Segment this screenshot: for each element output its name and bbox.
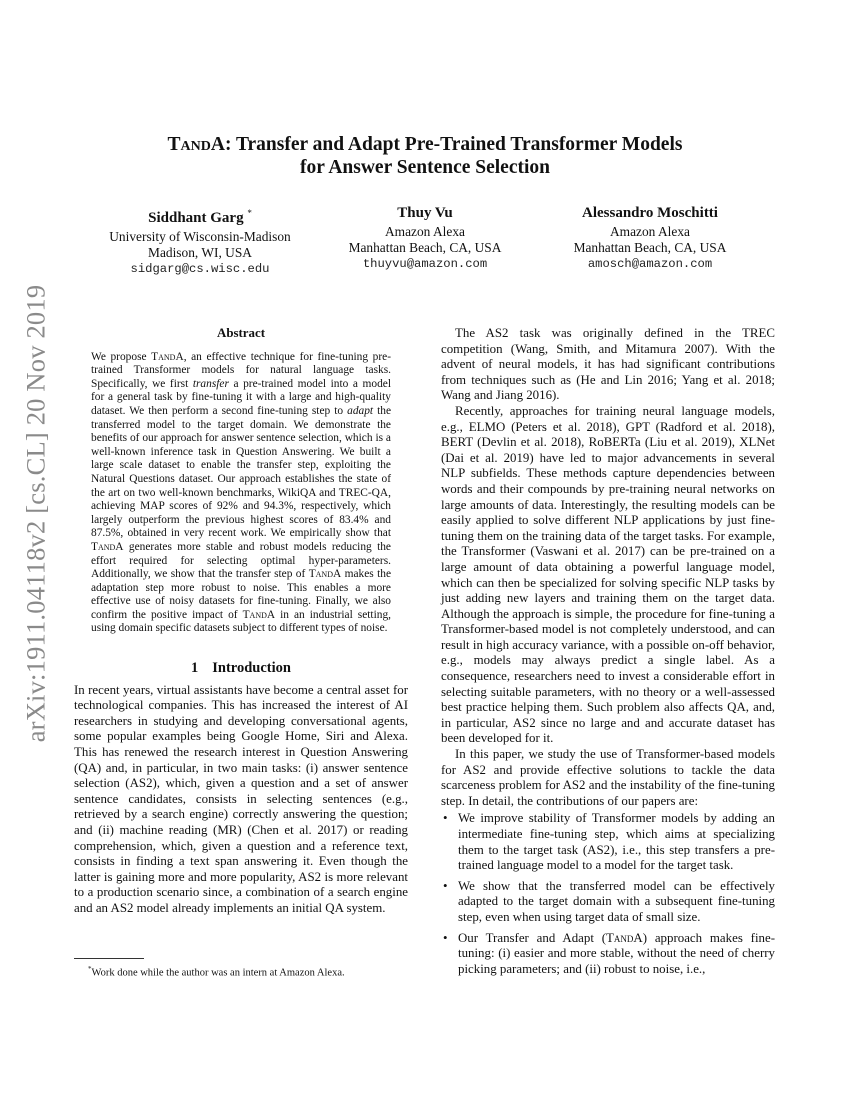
author-1 xyxy=(95,204,305,277)
left-column xyxy=(74,326,408,917)
footnote-mark: * xyxy=(247,208,252,218)
list-item: • We show that the transferred model can be effectively adapted to the target domain with a subsequent fine-tuning step, even when using target data of small size. xyxy=(443,878,775,924)
abstract-text: We propose TandA, an effective technique for fine-tuning pre-trained Transformer models for natural language tasks. Specifically, we first transfer a pre-trained model into a model for a general task by fine-tuning it with a large and high-quality dataset. We then perform a second fine-tuning step to adapt the transferred model to the target domain. We demonstrate the benefits of our approach for answer sentence selection, which is a well-known inference task in Question Answering. We built a large scale dataset to enable the transfer step, exploiting the Natural Questions dataset. Our approach establishes the state of the art on two well-known benchmarks, WikiQA and TREC-QA, achieving MAP scores of 92% and 94.3%, respectively, which largely outperform the previous highest scores of 83.4% and 87.5%, obtained in very recent work. We empirically show that TandA generates more stable and robust models reducing the effort required for selecting optimal hyper-parameters. Additionally, we show that the transfer step of TandA makes the adaptation step more robust to noise. This enables a more effective use of noisy datasets for fine-tuning. Finally, we also confirm the positive impact of TandA in an industrial setting, using domain specific datasets subject to different types of noise. xyxy=(91,350,392,635)
bullet-icon: • xyxy=(443,811,448,826)
paragraph-as2-task: The AS2 task was originally defined in the TREC competition (Wang, Smith, and Mitamura 2007). With the advent of neural models, it has had significant contributions from techniques such as (He and Lin 2016; Yang et al. 2018; Wang and Jiang 2016). xyxy=(441,326,775,403)
author-affiliation: Amazon Alexa xyxy=(385,224,465,239)
bullet-icon: • xyxy=(443,878,448,893)
contributions-list xyxy=(441,811,775,977)
title-method-name: TandA xyxy=(167,134,225,155)
author-name: Thuy Vu xyxy=(397,205,453,221)
author-name: Siddhant Garg * xyxy=(148,208,252,226)
author-2 xyxy=(320,204,530,272)
list-item: • We improve stability of Transformer models by adding an intermediate fine-tuning step, which aims at specializing them to the target task (AS2), i.e., this step transfers a pre-trained language model to a model for the target task. xyxy=(443,811,775,873)
paragraph-language-models: Recently, approaches for training neural language models, e.g., ELMO (Peters et al. 2018), GPT (Radford et al. 2018), BERT (Devlin et al. 2018), RoBERTa (Liu et al. 2019), XLNet (Dai et al. 2019) have led to major advancements in several NLP subfields. These methods capture dependencies between words and their compounds by pre-training neural networks on large amounts of data. Interestingly, the resulting models can be easily applied to solve different NLP applications by just fine-tuning them on the training data of the target tasks. For example, the Transformer (Vaswani et al. 2017) can be pre-trained on a large amount of data obtaining a powerful language model, which can then be specialized for solving specific NLP tasks by just adding new layers and training them on the target data. Although the approach is simple, the procedure for fine-tuning a Transformer-based model is not completely understood, and can result in high accuracy variance, with a possible on-off behavior, e.g., models may always predict a single label. As a consequence, researchers need to invest a considerable effort in selecting suitable parameters, with no theory or a well-assessed best practice helping them. Such problem also affects QA, and, in particular, AS2 since no large and and accurate dataset has been developed for it. xyxy=(441,403,775,746)
author-email[interactable]: amosch@amazon.com xyxy=(587,257,713,271)
section-number: 1 xyxy=(191,660,199,677)
author-location: Manhattan Beach, CA, USA xyxy=(348,240,502,255)
paragraph-contributions: In this paper, we study the use of Transformer-based models for AS2 and provide effective solutions to tackle the data scarceness problem for AS2 and the instability of the fine-tuning step. In detail, the contributions of our papers are: xyxy=(441,747,775,808)
title-line-2: for Answer Sentence Selection xyxy=(299,157,551,178)
title-line-1-rest: : Transfer and Adapt Pre-Trained Transformer Models xyxy=(224,134,683,155)
author-name: Alessandro Moschitti xyxy=(582,205,718,221)
author-email[interactable]: sidgarg@cs.wisc.edu xyxy=(130,262,270,276)
title-line-1 xyxy=(75,133,775,156)
author-affiliation: Amazon Alexa xyxy=(610,224,690,239)
list-item: • Our Transfer and Adapt (TandA) approach makes fine-tuning: (i) easier and more stable, without the need of cherry picking parameters; and (ii) robust to noise, i.e., xyxy=(443,930,775,976)
author-location: Manhattan Beach, CA, USA xyxy=(573,240,727,255)
section-title: Introduction xyxy=(212,660,291,677)
bullet-icon: • xyxy=(443,930,448,945)
introduction-paragraph: In recent years, virtual assistants have become a central asset for technological companies. This has increased the interest of AI researchers in studying and developing conversational agents, some popular examples being Google Home, Siri and Alexa. This has renewed the research interest in Question Answering (QA) and, in particular, in two main tasks: (i) answer sentence selection (AS2), which, given a question and a set of answer sentence candidates, consists in selecting sentences (e.g., retrieved by a search engine) correctly answering the question; and (ii) machine reading (MR) (Chen et al. 2017) or reading comprehension, which, given a question and a reference text, consists in finding a text span answering it. Even though the latter is gaining more and more popularity, AS2 is more relevant to a production scenario since, a combination of a search engine and an AS2 model already implements an initial QA system. xyxy=(74,682,408,915)
paper-title xyxy=(75,133,775,179)
author-3 xyxy=(545,204,755,272)
author-location: Madison, WI, USA xyxy=(148,245,252,260)
arxiv-identifier-stamp xyxy=(18,284,54,742)
right-column xyxy=(441,326,775,982)
footnote-text: Work done while the author was an intern at Amazon Alexa. xyxy=(91,967,345,979)
footnote-divider xyxy=(74,958,144,959)
footnote xyxy=(74,963,408,980)
author-email[interactable]: thuyvu@amazon.com xyxy=(362,257,488,271)
footnote-mark: * xyxy=(88,965,92,973)
abstract-heading: Abstract xyxy=(217,326,265,340)
author-affiliation: University of Wisconsin-Madison xyxy=(109,229,291,244)
section-heading-introduction xyxy=(74,661,408,677)
arxiv-identifier-text: arXiv:1911.04118v2 [cs.CL] 20 Nov 2019 xyxy=(20,284,51,742)
